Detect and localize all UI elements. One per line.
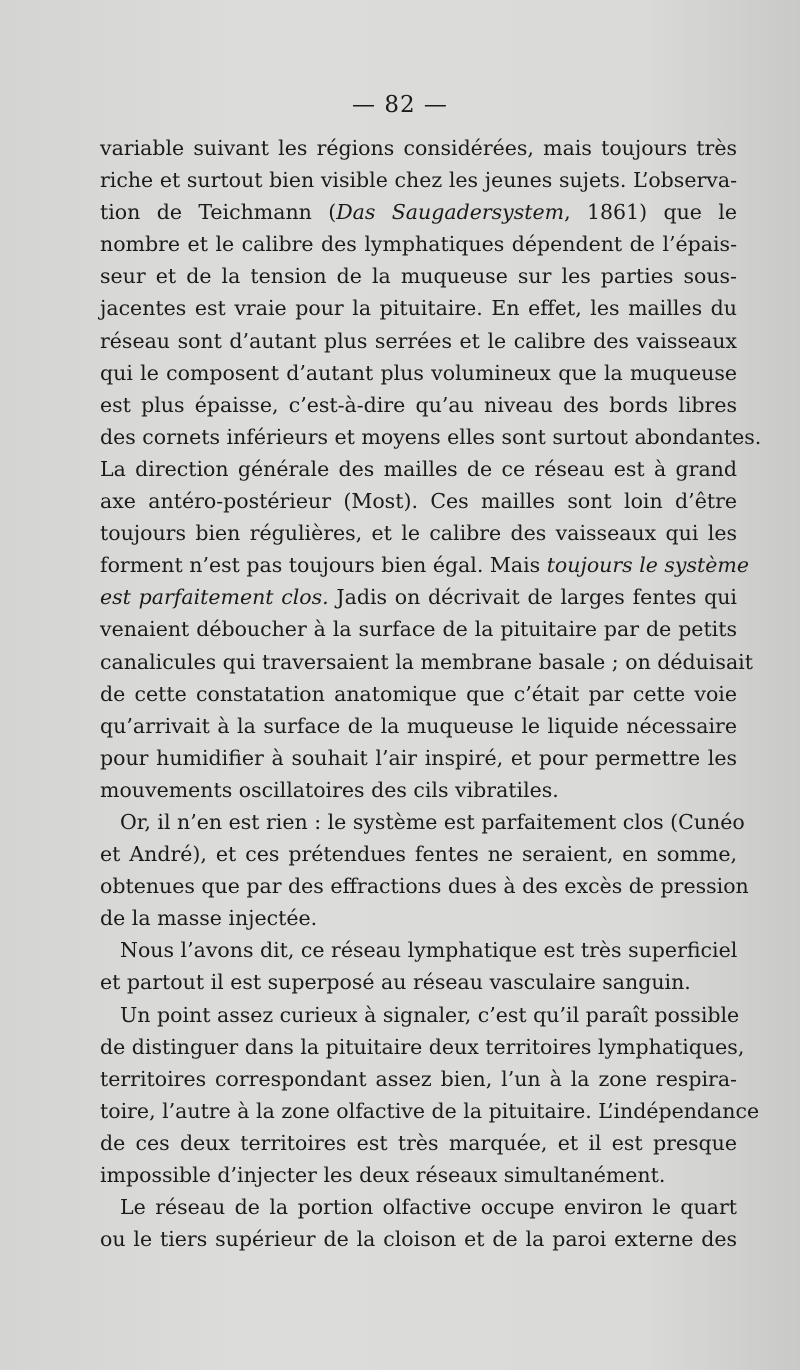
text-line: jacentes est vraie pour la pituitaire. En effet, les mailles du bbox=[100, 296, 737, 321]
text-line: forment n’est pas toujours bien égal. Mais toujours le système bbox=[100, 553, 749, 578]
text-line: canalicules qui traversaient la membrane basale ; on déduisait bbox=[100, 649, 753, 674]
text-line: toujours bien régulières, et le calibre des vaisseaux qui les bbox=[100, 521, 737, 546]
text-line: est plus épaisse, c’est-à-dire qu’au niveau des bords libres bbox=[100, 392, 737, 417]
text-line: variable suivant les régions considérées, mais toujours très bbox=[100, 136, 737, 160]
text-line: mouvements oscillatoires des cils vibratiles. bbox=[100, 777, 559, 802]
text-line: territoires correspondant assez bien, l’un à la zone respira- bbox=[100, 1066, 737, 1091]
text-line: axe antéro-postérieur (Most). Ces mailles sont loin d’être bbox=[100, 489, 737, 514]
text-line: de ces deux territoires est très marquée, et il est presque bbox=[100, 1130, 737, 1155]
text-line: tion de Teichmann (Das Saugadersystem, 1861) que le bbox=[100, 200, 737, 225]
text-line: réseau sont d’autant plus serrées et le calibre des vaisseaux bbox=[100, 328, 737, 353]
text-line: et partout il est superposé au réseau vasculaire sanguin. bbox=[100, 970, 691, 995]
text-line: qu’arrivait à la surface de la muqueuse le liquide nécessaire bbox=[100, 713, 737, 738]
text-line: de cette constatation anatomique que c’était par cette voie bbox=[100, 681, 737, 706]
text-line: est parfaitement clos. Jadis on décrivait de larges fentes qui bbox=[100, 585, 737, 610]
text-line: Un point assez curieux à signaler, c’est qu’il paraît possible bbox=[120, 1002, 740, 1027]
text-line: de distinguer dans la pituitaire deux territoires lymphatiques, bbox=[100, 1034, 745, 1059]
text-line: venaient déboucher à la surface de la pituitaire par de petits bbox=[100, 617, 737, 642]
text-line: Le réseau de la portion olfactive occupe environ le quart bbox=[120, 1195, 737, 1220]
text-line: des cornets inférieurs et moyens elles sont surtout abondantes. bbox=[100, 424, 762, 449]
text-line: obtenues que par des effractions dues à des excès de pression bbox=[100, 874, 749, 899]
text-line: riche et surtout bien visible chez les jeunes sujets. L’observa- bbox=[100, 168, 737, 193]
text-line: ou le tiers supérieur de la cloison et de la paroi externe des bbox=[100, 1227, 737, 1252]
text-line: toire, l’autre à la zone olfactive de la pituitaire. L’indépendance bbox=[100, 1098, 760, 1123]
text-line: qui le composent d’autant plus volumineux que la muqueuse bbox=[100, 360, 737, 385]
text-line: de la masse injectée. bbox=[100, 906, 318, 931]
body-text bbox=[100, 132, 762, 1255]
text-line: La direction générale des mailles de ce réseau est à grand bbox=[100, 456, 737, 481]
text-line: impossible d’injecter les deux réseaux simultanément. bbox=[100, 1163, 666, 1187]
text-line: nombre et le calibre des lymphatiques dépendent de l’épais- bbox=[100, 232, 737, 257]
page-number: — 82 — bbox=[352, 92, 448, 118]
text-line: Nous l’avons dit, ce réseau lymphatique est très superficiel bbox=[120, 938, 738, 963]
text-line: Or, il n’en est rien : le système est parfaitement clos (Cunéo bbox=[120, 809, 745, 834]
text-line: et André), et ces prétendues fentes ne seraient, en somme, bbox=[100, 842, 737, 867]
text-line: seur et de la tension de la muqueuse sur les parties sous- bbox=[100, 264, 737, 289]
text-line: pour humidifier à souhait l’air inspiré, et pour permettre les bbox=[100, 745, 737, 770]
